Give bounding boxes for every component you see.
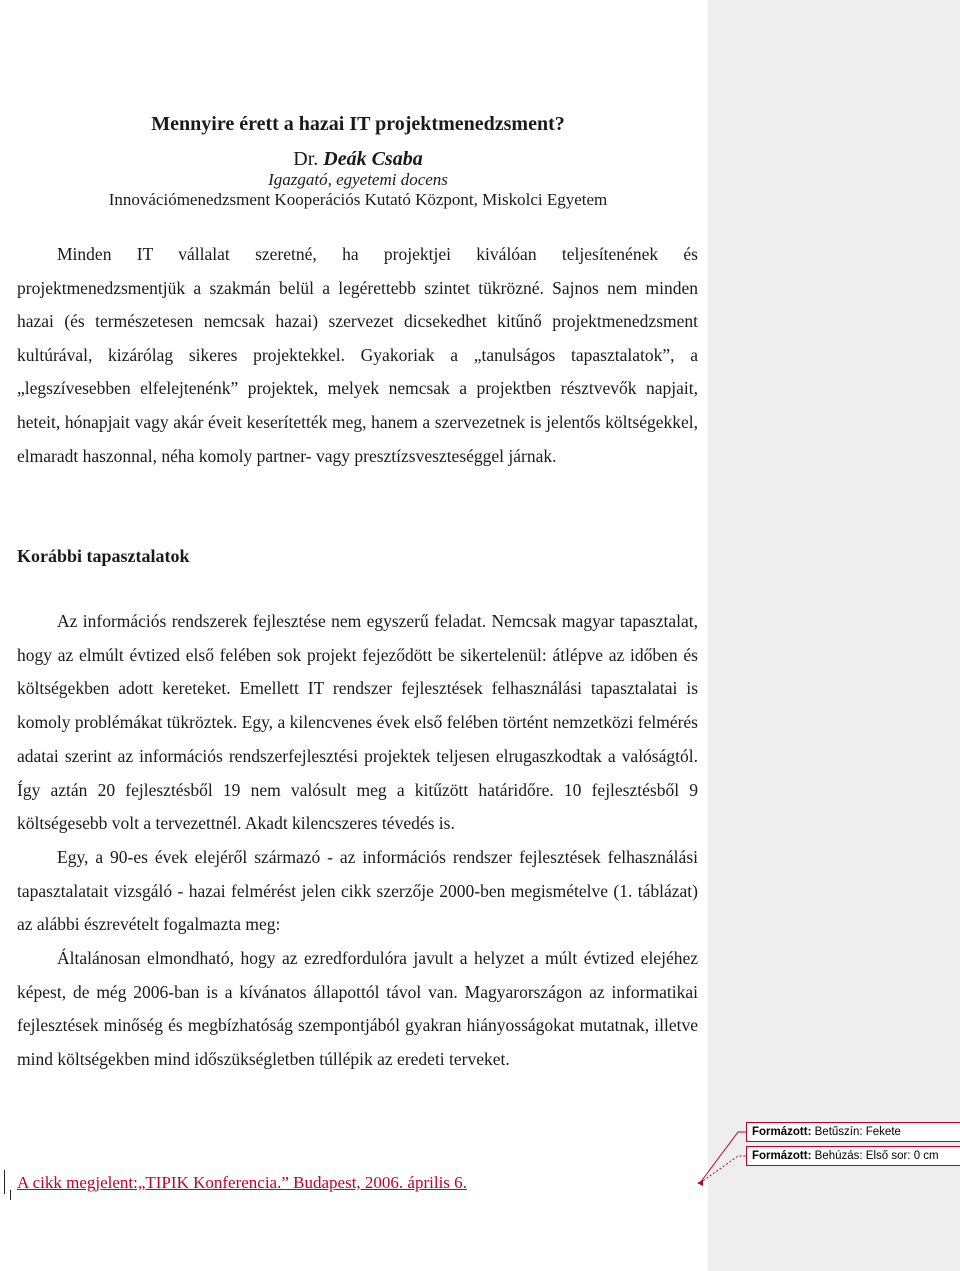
comment-margin-pane bbox=[708, 0, 960, 1271]
paragraph: Általánosan elmondható, hogy az ezredfordulóra javult a helyzet a múlt évtized elejéhez képest, de még 2006-ban is a kívánatos állapottól távol van. Magyarországon az informatikai fejlesztések minőség és megbízhatóság szempontjából gyakran hiányosságokat mutatnak, illetve mind költségekben mind időszükségletben túllépik az eredeti terveket. bbox=[17, 948, 698, 1070]
intro-paragraph: Minden IT vállalat szeretné, ha projektjei kiválóan teljesítenének és projektmenedzsmentjük a szakmán belül a legérettebb szintet tükrözné. Sajnos nem minden hazai (és természetesen nemcsak hazai) szervezet dicsekedhet kitűnő projektmenedzsment kultúrával, kizárólag sikeres projektekkel. Gyakoriak a „tanulságos tapasztalatok”, a „legszívesebben elfelejtenénk” projektek, melyek nemcsak a projektben résztvevők napjait, heteit, hónapjait vagy akár éveit keserítették meg, hanem a szervezetnek is jelentős költségekkel, elmaradt haszonnal, néha komoly partner- vagy presztízsveszteséggel járnak. bbox=[17, 244, 698, 466]
author-affiliation: Innovációmenedzsment Kooperációs Kutató Központ, Miskolci Egyetem bbox=[108, 190, 608, 209]
publication-note: A cikk megjelent:„TIPIK Konferencia.” Budapest, 2006. április 6. bbox=[17, 1173, 467, 1192]
author-line bbox=[0, 147, 716, 171]
author-prefix: Dr. bbox=[293, 148, 319, 170]
change-bar bbox=[10, 1190, 11, 1200]
section-heading: Korábbi tapasztalatok bbox=[17, 546, 190, 566]
comment-label: Formázott: bbox=[752, 1126, 812, 1138]
author-role: Igazgató, egyetemi docens bbox=[268, 170, 448, 189]
change-bar bbox=[4, 1170, 5, 1194]
document-title: Mennyire érett a hazai IT projektmenedzsment? bbox=[151, 113, 565, 135]
comment-value: Betűszín: Fekete bbox=[814, 1126, 901, 1138]
author-name: Deák Csaba bbox=[323, 148, 423, 170]
comment-value: Behúzás: Első sor: 0 cm bbox=[814, 1150, 939, 1162]
format-comment-balloon[interactable] bbox=[746, 1146, 960, 1166]
paragraph: Egy, a 90-es évek elejéről származó - az információs rendszer fejlesztések felhasználási tapasztalatait vizsgáló - hazai felmérést jelen cikk szerzője 2000-ben megismételve (1. táblázat) az alábbi észrevételt fogalmazta meg: bbox=[17, 846, 698, 935]
paragraph: Az információs rendszerek fejlesztése nem egyszerű feladat. Nemcsak magyar tapasztalat, hogy az elmúlt évtized első felében sok projekt fejeződött be sikertelenül: átlépve az időben és költségekben adott kereteket. Emellett IT rendszer fejlesztések felhasználási tapasztalatai is komoly problémákat tükröztek. Egy, a kilencvenes évek első felében történt nemzetközi felmérés adatai szerint az információs rendszerfejlesztési projektek teljesen elrugaszkodtak a valóságtól. Így aztán 20 fejlesztésből 19 nem valósult meg a kitűzött határidőre. 10 fejlesztésből 9 költségesebb volt a tervezettnél. Akadt kilencszeres tévedés is. bbox=[17, 611, 698, 834]
section-body bbox=[17, 605, 698, 1077]
format-comment-balloon[interactable] bbox=[746, 1122, 960, 1142]
comment-label: Formázott: bbox=[752, 1150, 812, 1162]
